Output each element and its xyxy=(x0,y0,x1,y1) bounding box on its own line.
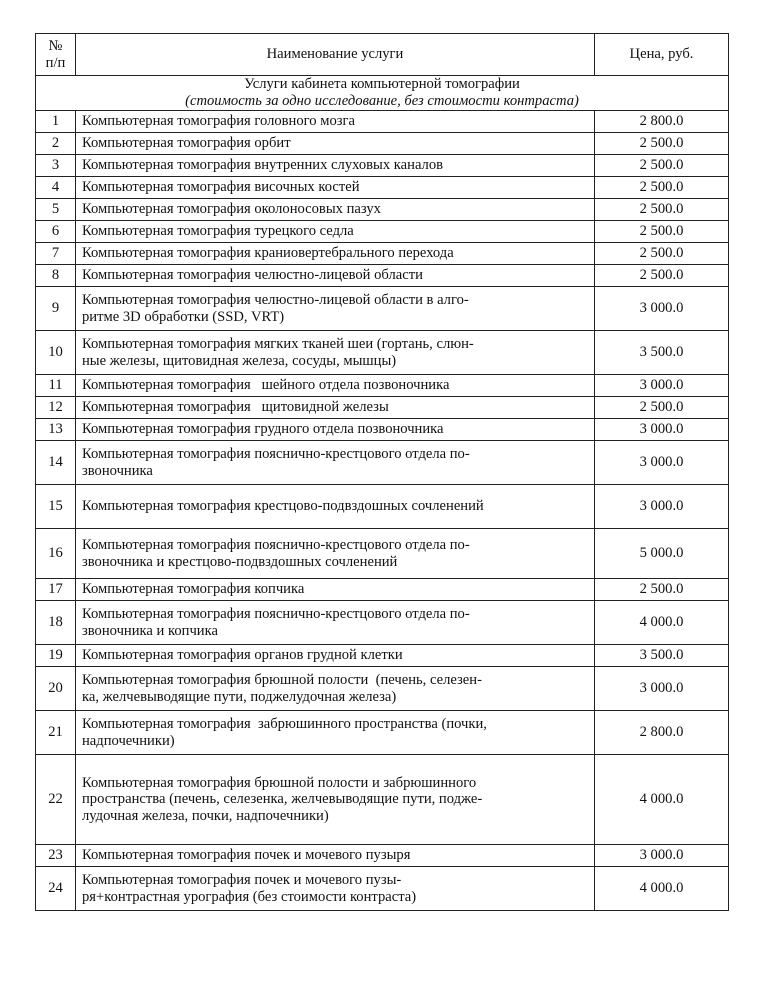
table-body xyxy=(36,76,729,911)
row-number-cell: 23 xyxy=(36,845,76,867)
service-name-cell: Компьютерная томография турецкого седла xyxy=(76,221,595,243)
row-number-cell: 10 xyxy=(36,331,76,375)
price-cell: 3 500.0 xyxy=(595,331,729,375)
table-row xyxy=(36,419,729,441)
service-name-cell: Компьютерная томография грудного отдела позвоночника xyxy=(76,419,595,441)
table-row xyxy=(36,711,729,755)
row-number-cell: 3 xyxy=(36,155,76,177)
section-title: Услуги кабинета компьютерной томографии xyxy=(244,76,520,92)
row-number-cell: 11 xyxy=(36,375,76,397)
table-row xyxy=(36,867,729,911)
service-name-cell: Компьютерная томография головного мозга xyxy=(76,111,595,133)
price-cell: 2 500.0 xyxy=(595,177,729,199)
service-name-cell: Компьютерная томография височных костей xyxy=(76,177,595,199)
row-number-cell: 4 xyxy=(36,177,76,199)
row-number-cell: 17 xyxy=(36,579,76,601)
service-name-cell: Компьютерная томография пояснично-крестцового отдела по- звоночника и крестцово-подвздошных сочленений xyxy=(76,529,595,579)
price-cell: 3 000.0 xyxy=(595,485,729,529)
price-cell: 3 500.0 xyxy=(595,645,729,667)
table-row xyxy=(36,111,729,133)
price-cell: 2 800.0 xyxy=(595,111,729,133)
column-header-number: № п/п xyxy=(36,34,76,76)
row-number-cell: 21 xyxy=(36,711,76,755)
price-cell: 5 000.0 xyxy=(595,529,729,579)
price-cell: 2 500.0 xyxy=(595,265,729,287)
table-row xyxy=(36,529,729,579)
row-number-cell: 20 xyxy=(36,667,76,711)
table-row xyxy=(36,485,729,529)
price-list-table xyxy=(35,33,729,911)
price-cell: 3 000.0 xyxy=(595,441,729,485)
service-name-cell: Компьютерная томография крестцово-подвздошных сочленений xyxy=(76,485,595,529)
service-name-cell: Компьютерная томография шейного отдела позвоночника xyxy=(76,375,595,397)
row-number-cell: 7 xyxy=(36,243,76,265)
price-cell: 4 000.0 xyxy=(595,755,729,845)
row-number-cell: 5 xyxy=(36,199,76,221)
service-name-cell: Компьютерная томография краниовертебрального перехода xyxy=(76,243,595,265)
table-row xyxy=(36,845,729,867)
service-name-cell: Компьютерная томография брюшной полости (печень, селезен- ка, желчевыводящие пути, поджелудочная железа) xyxy=(76,667,595,711)
row-number-cell: 18 xyxy=(36,601,76,645)
column-header-price: Цена, руб. xyxy=(595,34,729,76)
table-row xyxy=(36,667,729,711)
service-name-cell: Компьютерная томография копчика xyxy=(76,579,595,601)
table-row xyxy=(36,133,729,155)
row-number-cell: 24 xyxy=(36,867,76,911)
section-header-cell xyxy=(36,76,729,111)
service-name-cell: Компьютерная томография пояснично-крестцового отдела по- звоночника и копчика xyxy=(76,601,595,645)
table-row xyxy=(36,755,729,845)
service-name-cell: Компьютерная томография почек и мочевого пузыря xyxy=(76,845,595,867)
service-name-cell: Компьютерная томография внутренних слуховых каналов xyxy=(76,155,595,177)
price-cell: 2 500.0 xyxy=(595,199,729,221)
price-cell: 3 000.0 xyxy=(595,419,729,441)
price-cell: 2 500.0 xyxy=(595,155,729,177)
row-number-cell: 16 xyxy=(36,529,76,579)
table-row xyxy=(36,287,729,331)
service-name-cell: Компьютерная томография околоносовых пазух xyxy=(76,199,595,221)
table-row xyxy=(36,441,729,485)
price-cell: 3 000.0 xyxy=(595,287,729,331)
row-number-cell: 2 xyxy=(36,133,76,155)
table-row xyxy=(36,579,729,601)
service-name-cell: Компьютерная томография брюшной полости и забрюшинного пространства (печень, селезенка, желчевыводящие пути, подже- лудочная железа, почки, надпочечники) xyxy=(76,755,595,845)
service-name-cell: Компьютерная томография органов грудной клетки xyxy=(76,645,595,667)
service-name-cell: Компьютерная томография забрюшинного пространства (почки, надпочечники) xyxy=(76,711,595,755)
row-number-cell: 13 xyxy=(36,419,76,441)
service-name-cell: Компьютерная томография мягких тканей шеи (гортань, слюн- ные железы, щитовидная железа, сосуды, мышцы) xyxy=(76,331,595,375)
service-name-cell: Компьютерная томография челюстно-лицевой области в алго- ритме 3D обработки (SSD, VRT) xyxy=(76,287,595,331)
service-name-cell: Компьютерная томография орбит xyxy=(76,133,595,155)
row-number-cell: 22 xyxy=(36,755,76,845)
table-header-row xyxy=(36,34,729,76)
table-row xyxy=(36,177,729,199)
row-number-cell: 8 xyxy=(36,265,76,287)
price-cell: 4 000.0 xyxy=(595,867,729,911)
price-cell: 3 000.0 xyxy=(595,375,729,397)
price-cell: 2 500.0 xyxy=(595,221,729,243)
table-row xyxy=(36,221,729,243)
service-name-cell: Компьютерная томография пояснично-крестцового отдела по- звоночника xyxy=(76,441,595,485)
price-cell: 2 500.0 xyxy=(595,397,729,419)
table-row xyxy=(36,265,729,287)
service-name-cell: Компьютерная томография щитовидной железы xyxy=(76,397,595,419)
service-name-cell: Компьютерная томография почек и мочевого пузы- ря+контрастная урография (без стоимости контраста) xyxy=(76,867,595,911)
table-row xyxy=(36,645,729,667)
row-number-cell: 1 xyxy=(36,111,76,133)
table-row xyxy=(36,199,729,221)
table-row xyxy=(36,155,729,177)
row-number-cell: 12 xyxy=(36,397,76,419)
row-number-cell: 15 xyxy=(36,485,76,529)
table-row xyxy=(36,397,729,419)
price-cell: 2 800.0 xyxy=(595,711,729,755)
section-subtitle: (стоимость за одно исследование, без стоимости контраста) xyxy=(185,93,579,109)
table-row xyxy=(36,331,729,375)
price-cell: 3 000.0 xyxy=(595,845,729,867)
column-header-service-name: Наименование услуги xyxy=(76,34,595,76)
table-row xyxy=(36,243,729,265)
service-name-cell: Компьютерная томография челюстно-лицевой области xyxy=(76,265,595,287)
row-number-cell: 6 xyxy=(36,221,76,243)
row-number-cell: 14 xyxy=(36,441,76,485)
row-number-cell: 9 xyxy=(36,287,76,331)
price-cell: 3 000.0 xyxy=(595,667,729,711)
section-header-row xyxy=(36,76,729,111)
price-cell: 2 500.0 xyxy=(595,243,729,265)
table-row xyxy=(36,601,729,645)
price-cell: 2 500.0 xyxy=(595,579,729,601)
table-row xyxy=(36,375,729,397)
row-number-cell: 19 xyxy=(36,645,76,667)
price-cell: 2 500.0 xyxy=(595,133,729,155)
price-cell: 4 000.0 xyxy=(595,601,729,645)
